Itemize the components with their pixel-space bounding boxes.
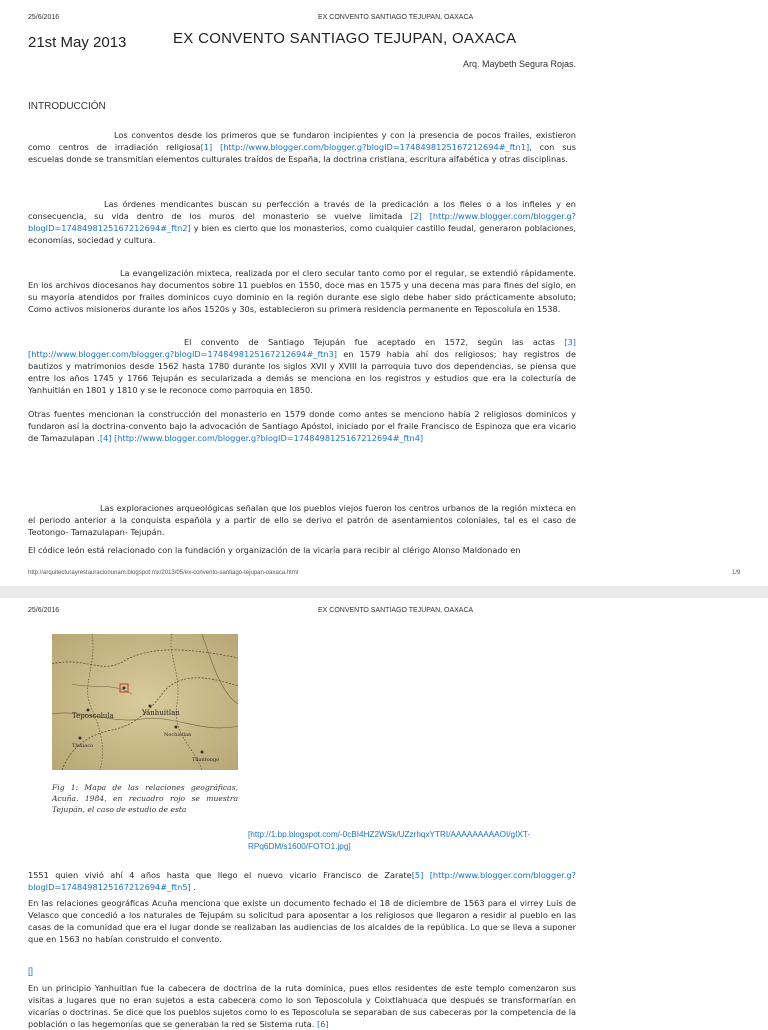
paragraph-text: y bien es cierto que los monasterios, como cualquier castillo feudal, generaron poblaciones, economías, sociedad y cultura. (28, 223, 576, 246)
print-date-page2: 25/6/2016 (28, 607, 60, 614)
paragraph-1 (28, 129, 576, 165)
print-doc-title: EX CONVENTO SANTIAGO TEJUPAN, OAXACA (318, 14, 474, 21)
print-date: 25/6/2016 (28, 14, 60, 21)
empty-anchor-link[interactable]: [] (28, 966, 34, 976)
post-date: 21st May 2013 (28, 34, 127, 51)
paragraph-text: El códice león está relacionado con la fundación y organización de la vicaría para recibir al clérigo Alonso Maldonado en (28, 545, 521, 555)
paragraph-4 (28, 336, 576, 396)
page-separator (0, 586, 768, 598)
paragraph-9 (28, 897, 576, 945)
paragraph-text: en 1579 había ahí dos religiosos; hay registros de bautizos y matrimonios desde 1562 hasta 1780 durante los siglos XVII y XVIII la parroquia tuvo dos dependencias, se piensa que entre los años 1745 y 1766 Tejupán es secularizada a demás se menciona en los registros y estudios que era la colecturía de Yanhuitlán en 1801 y 1810 y se le reconoce como parroquia en 1850. (28, 349, 576, 396)
map-label: Yanhuitlan (142, 709, 180, 717)
map-drawing (52, 634, 238, 770)
footer-page-number: 1/9 (732, 570, 741, 576)
footnote-link-5[interactable]: [5] (411, 870, 424, 880)
paragraph-text: . (190, 882, 196, 893)
footer-url[interactable]: http://arquitecturayrestauracionunam.blogspot.mx/2013/05/ex-convento-santiago-tejupan-oaxaca.html (28, 570, 299, 576)
paragraph-7 (28, 544, 576, 556)
footnote-url-5[interactable]: [http://www.blogger.com/blogger.g?blogID=1748498125167212694#_ftn5] (28, 870, 576, 893)
map-label: Teposcolula (72, 712, 114, 720)
footnote-url-3[interactable]: [http://www.blogger.com/blogger.g?blogID=1748498125167212694#_ftn3] (28, 349, 337, 360)
paragraph-text: , con sus escuelas donde se transmitían elementos culturales traídos de España, la doctrina cristiana, escritura alfabética y otras disciplinas. (28, 142, 576, 165)
paragraph-text: 1551 quien vivió ahí 4 años hasta que llego el nuevo vicario Francisco de Zarate (28, 870, 412, 880)
image-url-link[interactable]: [http://1.bp.blogspot.com/-0cBI4HZ2WSk/UZzrhqxYTRI/AAAAAAAAAOI/gIXT-RPq6DM/s1600/FOTO1.jpg] (248, 830, 531, 851)
intro-heading: INTRODUCCIÓN (28, 101, 106, 112)
footnote-url-2[interactable]: [http://www.blogger.com/blogger.g?blogID=1748498125167212694#_ftn2] (28, 211, 576, 234)
historical-map-image[interactable] (52, 634, 238, 770)
paragraph-text: El convento de Santiago Tejupán fue aceptado en 1572, según las actas (184, 337, 565, 347)
paragraph-text: Las órdenes mendicantes buscan su perfección a través de la predicación a los fieles o a los infieles y en consecuencia, su vida dentro de los muros del monasterio se vuelve limitada (28, 199, 576, 222)
paragraph-text: En las relaciones geográficas Acuña menciona que existe un documento fechado el 18 de diciembre de 1563 para el virrey Luis de Velasco que concedió a los naturales de Tejupám su solicitud para aposentar a los religiosos que llegaron a residir al pueblo en las casas de la comunidad que era el lugar donde se realizaban las audiencias de los alcaldes de la república. Lo que se lleva a suponer que en 1563 no habían construido el convento. (28, 898, 576, 945)
print-doc-title-page2: EX CONVENTO SANTIAGO TEJUPAN, OAXACA (318, 607, 474, 614)
map-label: Nochistlan (164, 732, 192, 738)
footnote-link-1[interactable]: [1] (200, 142, 213, 153)
footnote-link-2[interactable]: [2] (410, 211, 422, 222)
paragraph-text: Los conventos desde los primeros que se fundaron incipientes y con la presencia de pocos frailes, existieron como centros de irradiación religiosa (28, 130, 576, 153)
paragraph-text: En un principio Yanhuitlan fue la cabecera de doctrina de la ruta dominica, pues ellos residentes de este templo comenzaron sus visitas a lugares que no eran sujetos a esta cabecera como lo son Teposcolula y Coixtlahuaca que después se transformarían en vicarías o doctrinas. Se dice que los pueblos sujetos como lo es Teposcolula se separaban de sus cabeceras por la competencia de la población o las hegemonías que se generaban la red se Sistema ruta. (28, 983, 576, 1030)
footnote-link-4[interactable]: [4] (99, 433, 112, 444)
paragraph-6 (28, 502, 576, 538)
map-label: Tilantongo (192, 757, 220, 763)
footnote-url-1[interactable]: [http://www.blogger.com/blogger.g?blogID=1748498125167212694#_ftn1] (220, 142, 530, 153)
paragraph-text: Otras fuentes mencionan la construcción del monasterio en 1579 donde como antes se menciono había 2 religiosos dominicos y fundaron así la doctrina-convento bajo la advocación de Santiago Apóstol, iniciado por el fraile Francisco de Espinoza que era vicario de Tamazulapan . (28, 409, 576, 444)
map-caption: Fig 1: Mapa de las relaciones geográficas, Acuña. 1984, en recuadro rojo se muestra Tejupán, el caso de estudio de esta (52, 783, 238, 814)
paragraph-5 (28, 408, 576, 444)
paragraph-8 (28, 869, 576, 893)
footnote-url-4[interactable]: [http://www.blogger.com/blogger.g?blogID=1748498125167212694#_ftn4] (114, 433, 424, 444)
paragraph-text: Las exploraciones arqueológicas señalan que los pueblos viejos fueron los centros urbanos de la región mixteca en el periodo anterior a la conquista española y a partir de ello se derivo el patrón de asentamientos coloniales, tal es el caso de Teotongo- Tamazulapan- Tejupán. (28, 503, 576, 538)
paragraph-text: La evangelización mixteca, realizada por el clero secular tanto como por el regular, se extendió rápidamente. En los archivos diocesanos hay documentos sobre 11 pueblos en 1550, doce mas en 1575 y una decena mas para fines del siglo, en su mayoría atendidos por frailes dominicos cuyo dominio en la región durante ese siglo debe haber sido prácticamente absoluto; Como activos misioneros durante los años 1520s y 30s, establecieron su primera residencia permanente en Teposcolula en 1538. (28, 268, 576, 315)
post-author: Arq. Maybeth Segura Rojas. (462, 59, 576, 69)
paragraph-10 (28, 982, 576, 1030)
footnote-link-3[interactable]: [3] (564, 337, 576, 347)
post-title: EX CONVENTO SANTIAGO TEJUPAN, OAXACA (173, 30, 517, 47)
paragraph-2 (28, 198, 576, 246)
paragraph-3 (28, 267, 576, 315)
footnote-link-6[interactable]: [6] (317, 1019, 329, 1030)
map-label: Tlaxiaco (72, 743, 94, 749)
